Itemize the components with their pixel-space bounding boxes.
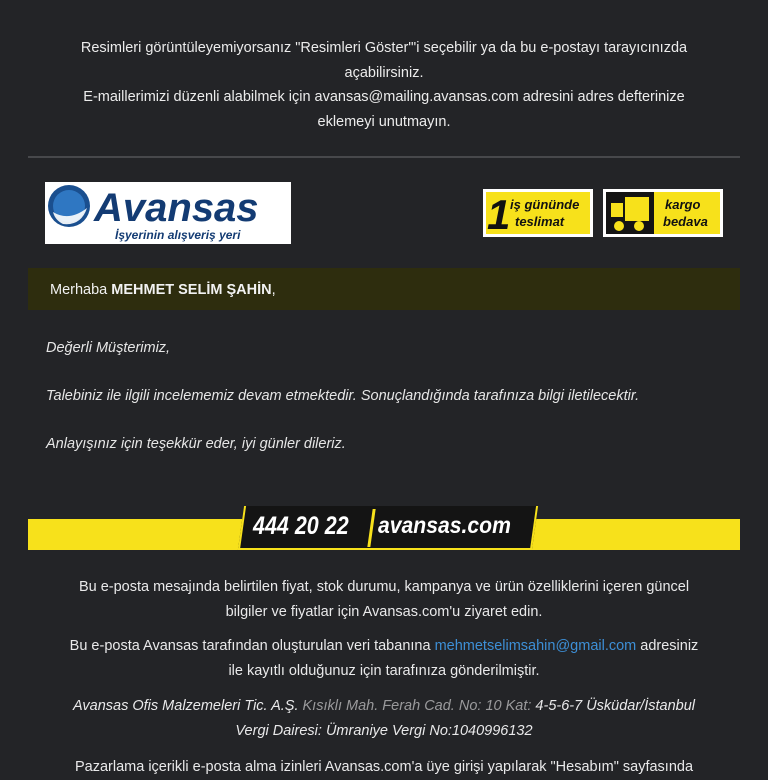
footer-line: ile kayıtlı olduğunuz için tarafınıza gönderilmiştir. — [228, 662, 540, 679]
cargo-line1: kargo — [665, 197, 701, 212]
image-notice — [28, 36, 740, 134]
logo-tagline: İşyerinin alışveriş yeri — [115, 228, 241, 242]
greeting-suffix: , — [271, 282, 276, 298]
customer-name: MEHMET SELİM ŞAHİN — [111, 282, 272, 298]
free-shipping-badge — [603, 189, 723, 237]
footer-address — [28, 694, 740, 743]
address-line — [28, 694, 740, 719]
closing: Anlayışınız için teşekkür eder, iyi günler dileriz. — [46, 436, 346, 452]
company-name: Avansas Ofis Malzemeleri Tic. A.Ş. — [72, 698, 299, 714]
footer-subscription — [28, 634, 740, 683]
avansas-logo[interactable] — [45, 182, 291, 244]
truck-icon — [606, 192, 654, 234]
address-street: Kısıklı Mah. Ferah Cad. No: 10 Kat: — [298, 698, 536, 714]
greeting-prefix: Merhaba — [50, 282, 112, 298]
email-link[interactable]: mehmetselimsahin@gmail.com — [434, 638, 637, 654]
website-link[interactable]: avansas.com — [378, 512, 511, 538]
notice-line: E-maillerimizi düzenli alabilmek için avansas@mailing.avansas.com adresini adres defterinize — [83, 89, 685, 105]
footer-line: bilgiler ve fiyatlar için Avansas.com'u ziyaret edin. — [225, 603, 543, 620]
tax-info: Vergi Dairesi: Ümraniye Vergi No:1040996132 — [235, 722, 533, 739]
footer-line: Pazarlama içerikli e-posta alma izinleri Avansas.com'a üye girişi yapılarak "Hesabım" sayfasında — [74, 759, 694, 775]
sent-suffix: adresiniz — [636, 638, 699, 654]
footer-permissions — [28, 755, 740, 780]
greeting-text — [50, 282, 276, 298]
footer-line — [28, 634, 740, 659]
divider — [28, 156, 740, 158]
cargo-line2: bedava — [663, 214, 708, 229]
sent-prefix: Bu e-posta Avansas tarafından oluşturulan veri tabanına — [69, 638, 435, 654]
delivery-number: 1 — [487, 191, 511, 237]
logo-brand: Avansas — [94, 186, 259, 230]
delivery-badge — [483, 189, 593, 237]
phone-number[interactable]: 444 20 22 — [253, 512, 349, 540]
delivery-line2: teslimat — [515, 214, 565, 229]
footer-line: Bu e-posta mesajında belirtilen fiyat, stok durumu, kampanya ve ürün özelliklerini içeren güncel — [78, 579, 690, 595]
address-city: 4-5-6-7 Üsküdar/İstanbul — [535, 698, 695, 714]
notice-line: Resimleri görüntüleyemiyorsanız "Resimleri Göster"'i seçebilir ya da bu e-postayı tarayıcınızda — [80, 40, 688, 56]
footer-info — [28, 575, 740, 624]
greeting-bar — [28, 268, 740, 310]
notice-line: açabilirsiniz. — [344, 64, 424, 81]
message-paragraph: Talebiniz ile ilgili incelememiz devam etmektedir. Sonuçlandığında tarafınıza bilgi iletilecektir. — [46, 388, 640, 404]
delivery-line1: iş gününde — [510, 197, 580, 212]
salutation: Değerli Müşterimiz, — [46, 340, 171, 356]
notice-line: eklemeyi unutmayın. — [317, 113, 451, 130]
